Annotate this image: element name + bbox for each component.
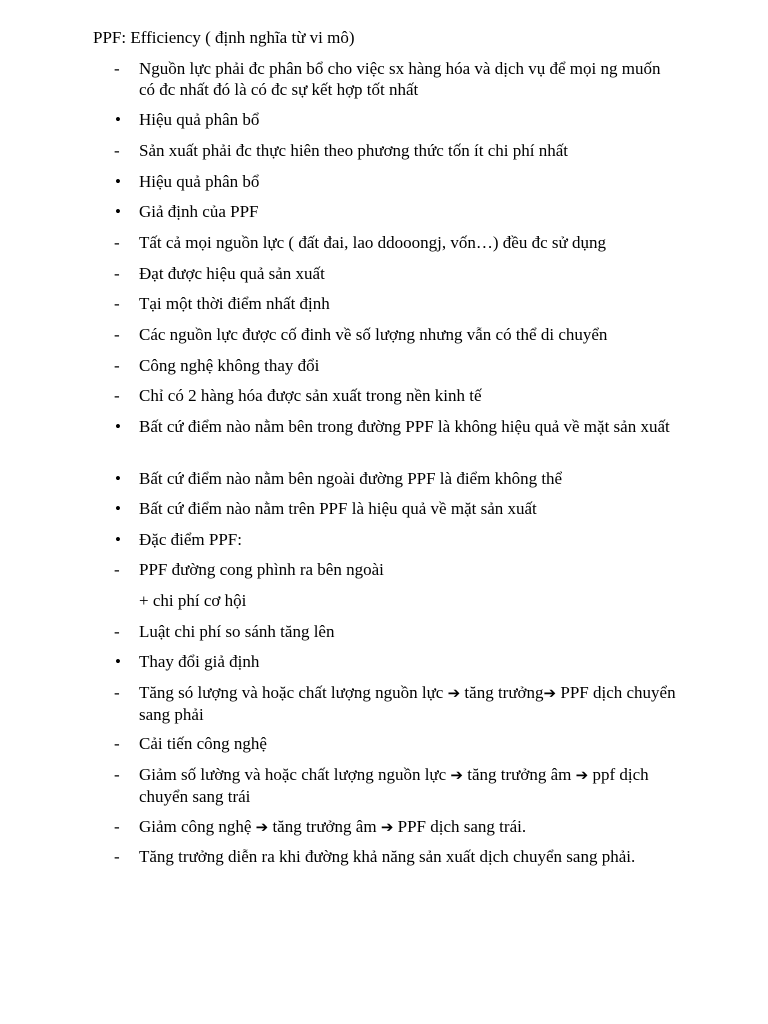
list-item-text: Thay đổi giả định (139, 652, 260, 671)
arrow-right-icon: ➔ (543, 684, 557, 702)
list-item-text: Cải tiến công nghệ (139, 734, 267, 753)
list-item-text: Đạt được hiệu quả sản xuất (139, 264, 325, 283)
list-item-text: Giảm công nghệ ➔ tăng trưởng âm ➔ PPF dịch sang trái. (139, 817, 527, 836)
list-item-text: Chỉ có 2 hàng hóa được sản xuất trong nền kinh tế (139, 386, 482, 405)
list-item-text: Đặc điểm PPF: (139, 530, 242, 549)
arrow-right-icon: ➔ (447, 684, 461, 702)
dash-marker: - (114, 141, 120, 160)
list-item-text: Bất cứ điểm nào nằm bên trong đường PPF là không hiệu quả về mặt sản xuất (139, 417, 670, 436)
dash-marker: - (114, 622, 120, 641)
dash-marker: - (114, 765, 120, 784)
list-item-text: Nguồn lực phải đc phân bổ cho việc sx hàng hóa và dịch vụ để mọi ng muốn có đc nhất đó là có đc sự kết hợp tốt nhất (139, 59, 661, 99)
list-item-text: Luật chi phí so sánh tăng lên (139, 622, 335, 641)
dash-marker: - (114, 560, 120, 579)
bullet-marker: • (115, 417, 121, 436)
dash-marker: - (114, 356, 120, 375)
list-item-text: + chi phí cơ hội (139, 591, 247, 610)
list-item-text: PPF đường cong phình ra bên ngoài (139, 560, 384, 579)
bullet-marker: • (115, 110, 121, 129)
bullet-marker: • (115, 499, 121, 518)
bullet-marker: • (115, 652, 121, 671)
dash-marker: - (114, 59, 120, 78)
dash-marker: - (114, 264, 120, 283)
bullet-marker: • (115, 172, 121, 191)
list-item-text: Tăng trưởng diễn ra khi đường khả năng sản xuất dịch chuyển sang phải. (139, 847, 636, 866)
dash-marker: - (114, 847, 120, 866)
arrow-right-icon: ➔ (575, 766, 589, 784)
list-item-text: Các nguồn lực được cố đinh về số lượng nhưng vẫn có thể di chuyển (139, 325, 608, 344)
bullet-marker: • (115, 530, 121, 549)
bullet-marker: • (115, 202, 121, 221)
dash-marker: - (114, 325, 120, 344)
list-item-text: Tất cả mọi nguồn lực ( đất đai, lao ddooongj, vốn…) đều đc sử dụng (139, 233, 606, 252)
list-item-text: Bất cứ điểm nào nằm bên ngoài đường PPF là điểm không thể (139, 469, 563, 488)
list-item-text: Hiệu quả phân bổ (139, 110, 260, 129)
list-item-text: Công nghệ không thay đổi (139, 356, 320, 375)
list-item-text: Giảm số lường và hoặc chất lượng nguồn lực ➔ tăng trưởng âm ➔ ppf dịch chuyển sang trái (139, 765, 649, 806)
list-item-text: Bất cứ điểm nào nằm trên PPF là hiệu quả về mặt sản xuất (139, 499, 537, 518)
dash-marker: - (114, 683, 120, 702)
list-item-text: Hiệu quả phân bổ (139, 172, 260, 191)
dash-marker: - (114, 233, 120, 252)
document-title: PPF: Efficiency ( định nghĩa từ vi mô) (93, 28, 355, 47)
list-item-text: Giả định của PPF (139, 202, 259, 221)
list-item-text: Tại một thời điểm nhất định (139, 294, 330, 313)
list-item-text: Tăng só lượng và hoặc chất lượng nguồn lực ➔ tăng trưởng➔ PPF dịch chuyển sang phải (139, 683, 676, 724)
dash-marker: - (114, 386, 120, 405)
list-item-text: Sản xuất phải đc thực hiên theo phương thức tốn ít chi phí nhất (139, 141, 568, 160)
arrow-right-icon: ➔ (380, 818, 394, 836)
dash-marker: - (114, 734, 120, 753)
arrow-right-icon: ➔ (450, 766, 463, 784)
dash-marker: - (114, 294, 120, 313)
bullet-marker: • (115, 469, 121, 488)
arrow-right-icon: ➔ (255, 818, 269, 836)
dash-marker: - (114, 817, 120, 836)
